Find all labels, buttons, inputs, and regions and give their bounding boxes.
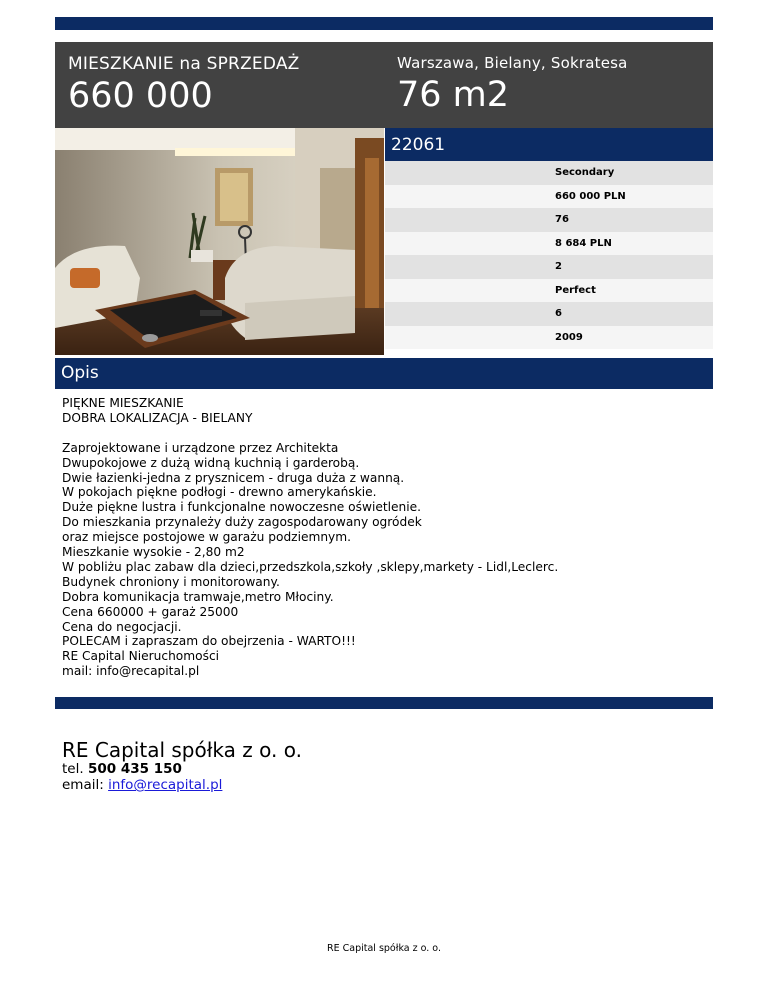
param-value: 6	[555, 308, 562, 319]
listing-header	[55, 42, 713, 128]
param-row	[385, 302, 713, 326]
param-value: 76	[555, 214, 569, 225]
description-heading: Opis	[61, 363, 99, 383]
param-row	[385, 161, 713, 185]
param-row	[385, 279, 713, 303]
top-divider-bar	[55, 17, 713, 30]
param-value: 2	[555, 261, 562, 272]
location: Warszawa, Bielany, Sokratesa	[397, 54, 628, 72]
param-row	[385, 208, 713, 232]
description-line: W pobliżu plac zabaw dla dzieci,przedszkola,szkoły ,sklepy,markety - Lidl,Leclerc.	[62, 559, 559, 574]
parameters-table	[385, 161, 713, 349]
bottom-divider-bar	[55, 697, 713, 709]
description-line: Duże piękne lustra i funkcjonalne nowoczesne oświetlenie.	[62, 500, 421, 515]
phone-label: tel.	[62, 761, 84, 777]
agency-phone	[62, 761, 182, 777]
header-right	[397, 53, 628, 115]
param-row	[385, 185, 713, 209]
area: 76 m2	[397, 75, 510, 115]
listing-id-bar	[385, 128, 713, 161]
price: 660 000	[68, 76, 213, 116]
description-line: mail: info@recapital.pl	[62, 664, 200, 679]
param-value: Secondary	[555, 167, 615, 178]
description-text	[62, 396, 558, 679]
description-line: PIĘKNE MIESZKANIE	[62, 396, 184, 410]
description-line: Zaprojektowane i urządzone przez Architekta	[62, 440, 339, 455]
header-left	[68, 54, 300, 116]
param-value: Perfect	[555, 284, 596, 296]
param-row	[385, 232, 713, 256]
offer-type: MIESZKANIE na SPRZEDAŻ	[68, 54, 300, 74]
agency-name: RE Capital spółka z o. o.	[62, 738, 302, 762]
apartment-photo	[55, 128, 384, 355]
listing-id: 22061	[391, 135, 446, 155]
description-heading-bar	[55, 358, 713, 389]
email-label: email:	[62, 777, 104, 793]
description-line: POLECAM i zapraszam do obejrzenia - WARTO!!!	[62, 634, 356, 649]
description-line: Budynek chroniony i monitorowany.	[62, 574, 280, 589]
param-value: 2009	[555, 331, 583, 343]
description-line: Dwie łazienki-jedna z prysznicem - druga duża z wanną.	[62, 470, 405, 485]
phone-number: 500 435 150	[87, 761, 182, 777]
description-line	[62, 426, 558, 441]
agency-email	[62, 777, 222, 793]
param-value: 8 684 PLN	[555, 237, 612, 249]
description-line: Mieszkanie wysokie - 2,80 m2	[62, 545, 245, 560]
param-value: 660 000 PLN	[555, 190, 626, 202]
description-line: oraz miejsce postojowe w garażu podziemnym.	[62, 530, 352, 545]
description-line: Dobra komunikacja tramwaje,metro Młociny.	[62, 589, 334, 604]
description-line: Cena do negocjacji.	[62, 619, 182, 634]
description-line: Do mieszkania przynależy duży zagospodarowany ogródek	[62, 515, 422, 530]
param-row	[385, 326, 713, 350]
description-line: Cena 660000 + garaż 25000	[62, 604, 239, 619]
param-row	[385, 255, 713, 279]
description-line: RE Capital Nieruchomości	[62, 649, 220, 664]
email-link[interactable]: info@recapital.pl	[108, 777, 223, 793]
page-footer: RE Capital spółka z o. o.	[327, 943, 441, 954]
description-line: W pokojach piękne podłogi - drewno amerykańskie.	[62, 485, 377, 500]
description-line: DOBRA LOKALIZACJA - BIELANY	[62, 410, 253, 425]
description-line: Dwupokojowe z dużą widną kuchnią i garderobą.	[62, 455, 360, 470]
